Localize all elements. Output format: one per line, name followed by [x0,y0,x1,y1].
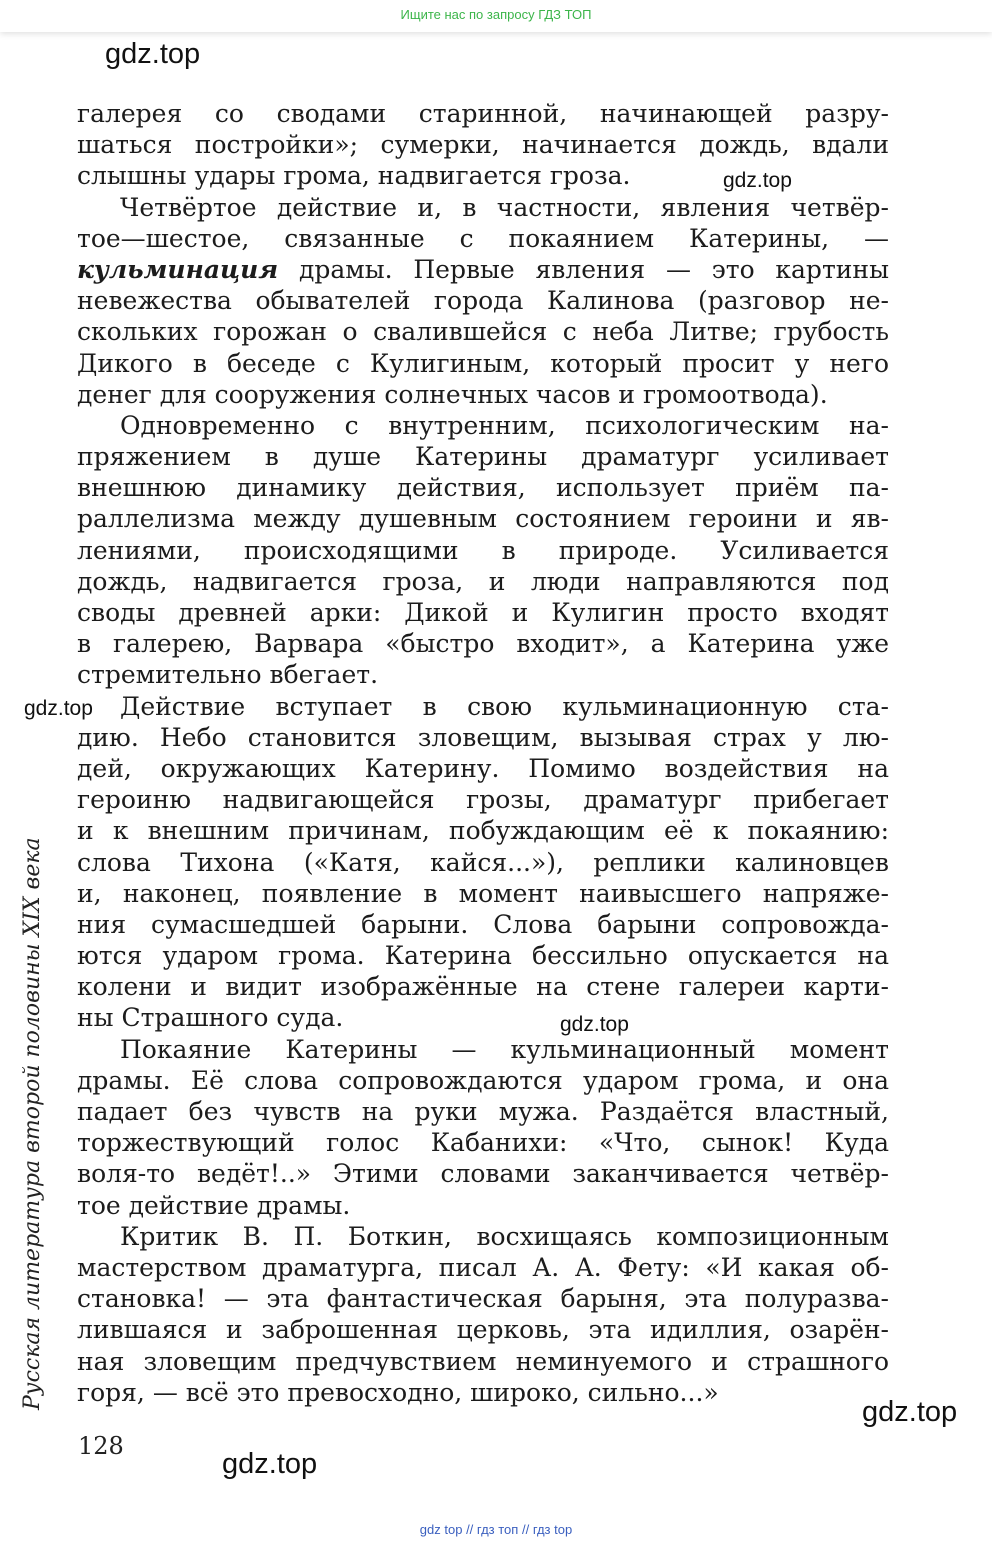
text-line: лившаяся и заброшенная церковь, эта идиллия, озарён- [77,1315,889,1345]
side-title: Русская литература второй половины XIX века [20,837,45,1410]
text-line: ная зловещим предчувствием неминуемого и страшного [77,1346,889,1376]
text-line: Одновременно с внутренним, психологическим на- [120,410,889,440]
text-line: героиню надвигающейся грозы, драматург прибегает [77,785,889,815]
text-line: мастерством драматурга, писал А. А. Фету: «И какая об- [77,1252,889,1282]
text-line: падает без чувств на руки мужа. Раздаётся властный, [77,1097,889,1126]
text-line: в галерею, Варвара «быстро входит», а Катерина уже [77,629,889,659]
text-line: Покаяние Катерины — кульминационный момент [120,1034,889,1064]
text-line: дей, окружающих Катерину. Помимо воздействия на [77,753,889,783]
watermark-top-left: gdz.top [105,38,201,70]
watermark-mid-right: gdz.top [560,1013,629,1036]
text-line: Действие вступает в свою кульминационную ста- [120,691,889,721]
keyword-culmination: кульминация [77,254,279,284]
text-line: денег для сооружения солнечных часов и громоотвода). [77,379,828,409]
text-line: раллелизма между душевным состоянием героини и яв- [77,504,889,534]
text-line: Дикого в беседе с Кулигиным, который просит у него [77,348,889,378]
text-line: колени и видит изображённые на стене галереи карти- [77,972,889,1002]
text-line: и к внешним причинам, побуждающим её к покаянию: [77,816,889,846]
footer-link-gdz-top[interactable]: gdz top [419,1522,463,1537]
text-line: Четвёртое действие и, в частности, явления четвёр- [120,192,889,222]
text-line: дождь, надвигается гроза, и люди направляются под [77,566,889,596]
watermark-after-line-3: gdz.top [723,169,792,192]
footer-link-gdz-top-mixed[interactable]: гдз top [532,1522,573,1537]
watermark-bottom-left: gdz.top [222,1448,318,1480]
text-line [77,254,889,285]
text-line: невежества обывателей города Калинова (разговор не- [77,286,889,316]
text-line: слова Тихона («Катя, кайся...»), реплики калиновцев [77,847,889,877]
text-line: тое действие драмы. [77,1190,351,1220]
watermark-left-margin: gdz.top [24,697,93,720]
footer-separator: // [466,1522,474,1537]
text-line: Критик В. П. Боткин, восхищаясь композиционным [120,1221,889,1251]
page-body [77,98,889,1408]
text-line: тое—шестое, связанные с покаянием Катерины, — [77,223,889,253]
text-line: пряжением в душе Катерины драматург усиливает [77,442,889,472]
text-line: горя, — всё это превосходно, широко, сильно...» [77,1377,719,1407]
text-line: воля-то ведёт!..» Этими словами заканчивается четвёр- [77,1159,889,1189]
text-line: слышны удары грома, надвигается гроза. [77,161,631,191]
text-line: торжествующий голос Кабанихи: «Что, сынок! Куда [77,1128,889,1158]
text-line: галерея со сводами старинной, начинающей разру- [77,99,889,128]
text-line: ются ударом грома. Катерина бессильно опускается на [77,941,889,971]
text-line: становка! — эта фантастическая барыня, эта полуразва- [77,1284,889,1314]
banner-text: Ищите нас по запросу ГДЗ ТОП [400,7,592,22]
text-line: своды древней арки: Дикой и Кулигин просто входят [77,598,889,627]
text-line: дию. Небо становится зловещим, вызывая страх у лю- [77,722,889,752]
text-line: скольких горожан о свалившейся с неба Литве; грубость [77,317,889,347]
text-line: шаться постройки»; сумерки, начинается дождь, вдали [77,130,889,160]
text-line: внешнюю динамику действия, использует приём па- [77,473,889,503]
footer-separator: // [521,1522,530,1537]
search-banner [0,0,992,32]
footer-links [0,1522,992,1537]
text-line: и, наконец, появление в момент наивысшего напряже- [77,878,889,908]
text-line: лениями, происходящими в природе. Усиливается [77,535,889,565]
text-line: стремительно вбегает. [77,660,379,690]
text-line: драмы. Её слова сопровождаются ударом грома, и она [77,1065,889,1095]
text-line-rest: драмы. Первые явления — это картины [278,254,889,284]
page-number: 128 [78,1432,124,1460]
text-line: ны Страшного суда. [77,1003,344,1033]
footer-link-gdz-top-ru[interactable]: гдз топ [476,1522,519,1537]
watermark-bottom-right: gdz.top [862,1396,958,1428]
text-line: ния сумасшедшей барыни. Слова барыни сопровожда- [77,909,889,939]
